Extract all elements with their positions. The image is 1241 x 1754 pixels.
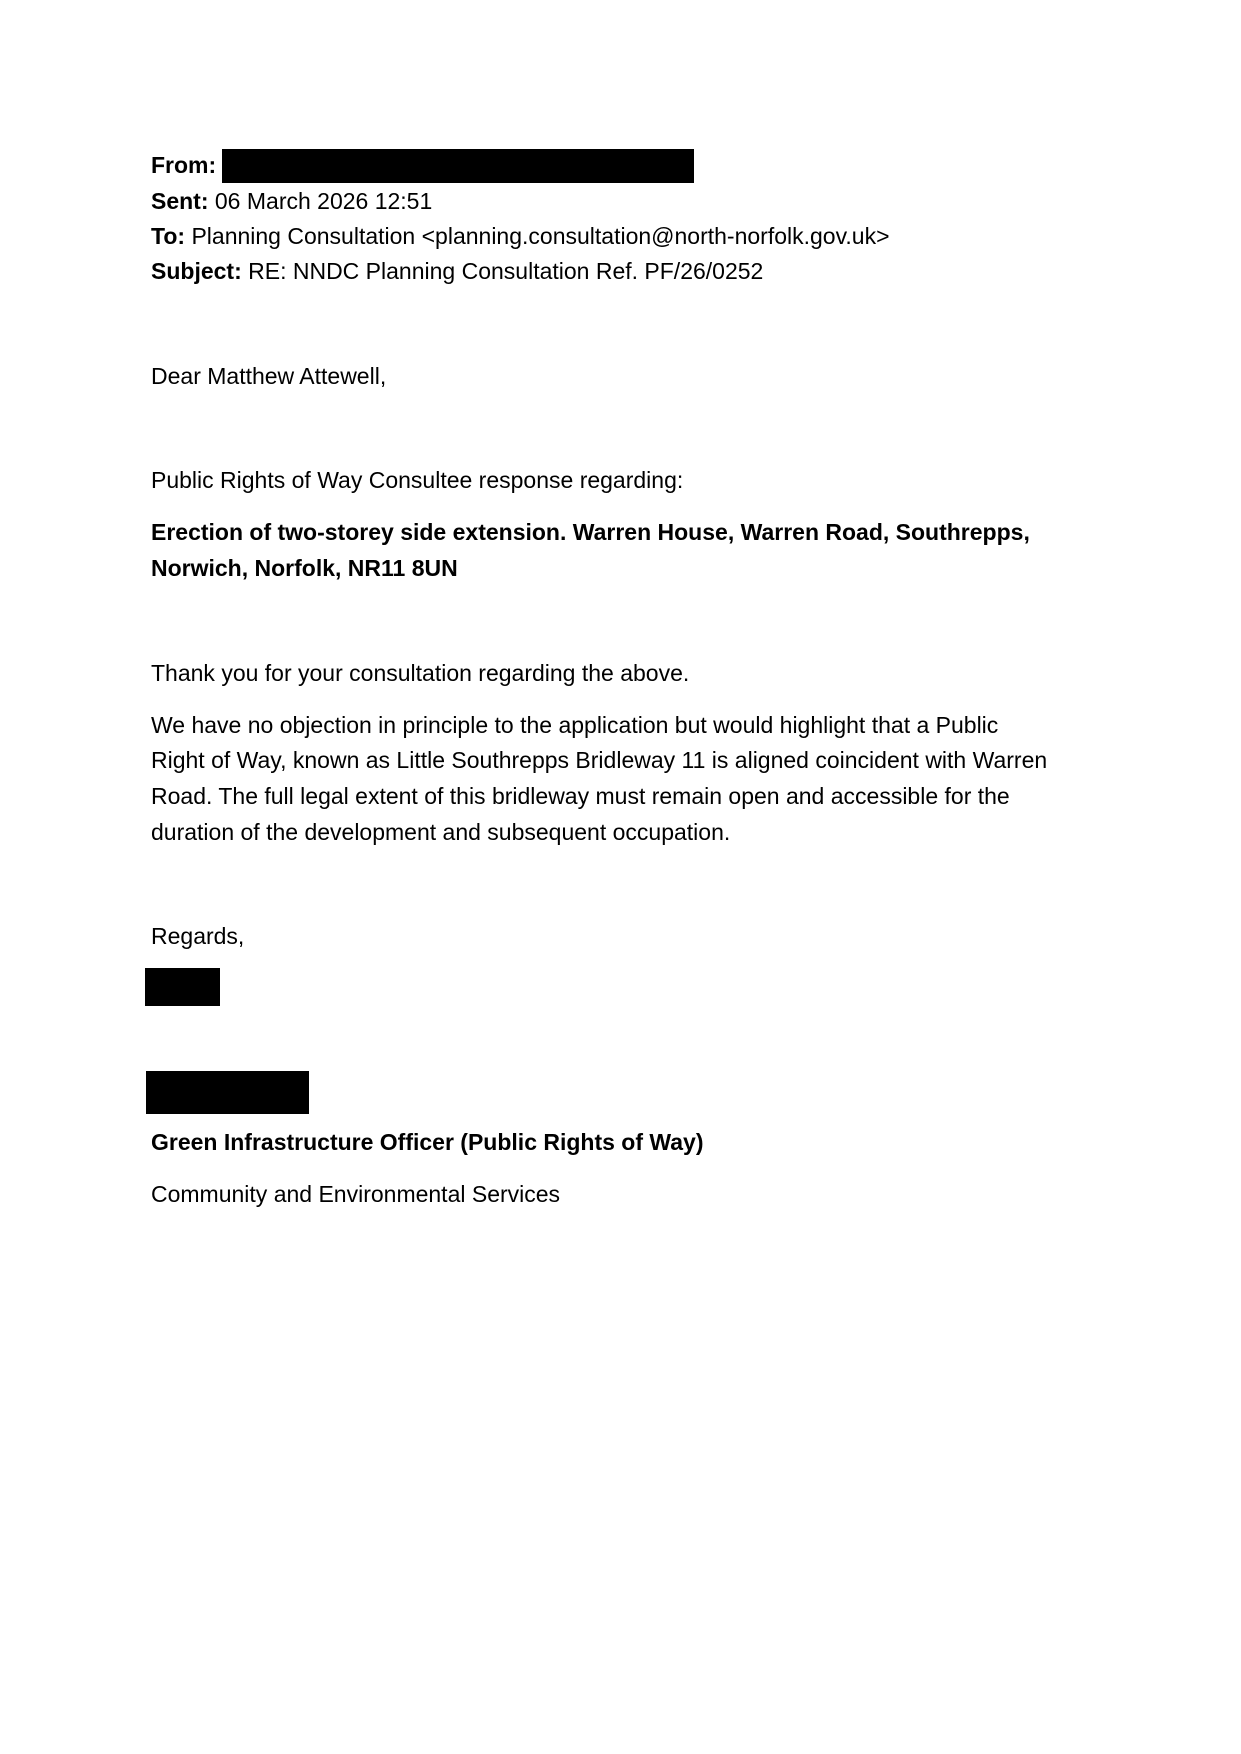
department: Community and Environmental Services [151, 1181, 561, 1207]
to-value: Planning Consultation <planning.consultation@north-norfolk.gov.uk> [191, 223, 890, 249]
to-row [151, 219, 890, 254]
response-line: We have no objection in principle to the application but would highlight that a Public [151, 712, 999, 738]
proposal-line-2: Norwich, Norfolk, NR11 8UN [151, 555, 458, 581]
from-redaction [222, 149, 694, 183]
job-title: Green Infrastructure Officer (Public Rights of Way) [151, 1129, 704, 1155]
proposal-line-1: Erection of two-storey side extension. Warren House, Warren Road, Southrepps, [151, 519, 1030, 545]
response-line: Right of Way, known as Little Southrepps Bridleway 11 is aligned coincident with Warren [151, 747, 1048, 773]
intro-text: Public Rights of Way Consultee response regarding: [151, 467, 684, 493]
sent-value: 06 March 2026 12:51 [214, 188, 433, 214]
signature-redaction [146, 1071, 309, 1114]
thanks-text: Thank you for your consultation regarding the above. [151, 660, 690, 686]
subject-row [151, 254, 763, 289]
sent-label: Sent: [151, 188, 209, 214]
response-line: Road. The full legal extent of this bridleway must remain open and accessible for the [151, 783, 1010, 809]
from-row [151, 148, 216, 183]
signature-name-redaction [145, 968, 220, 1006]
subject-label: Subject: [151, 258, 242, 284]
closing-text: Regards, [151, 923, 245, 949]
greeting: Dear Matthew Attewell, [151, 363, 387, 389]
response-line: duration of the development and subsequent occupation. [151, 819, 731, 845]
subject-value: RE: NNDC Planning Consultation Ref. PF/26/0252 [248, 258, 764, 284]
from-label: From: [151, 152, 217, 178]
to-label: To: [151, 223, 186, 249]
sent-row [151, 184, 432, 219]
